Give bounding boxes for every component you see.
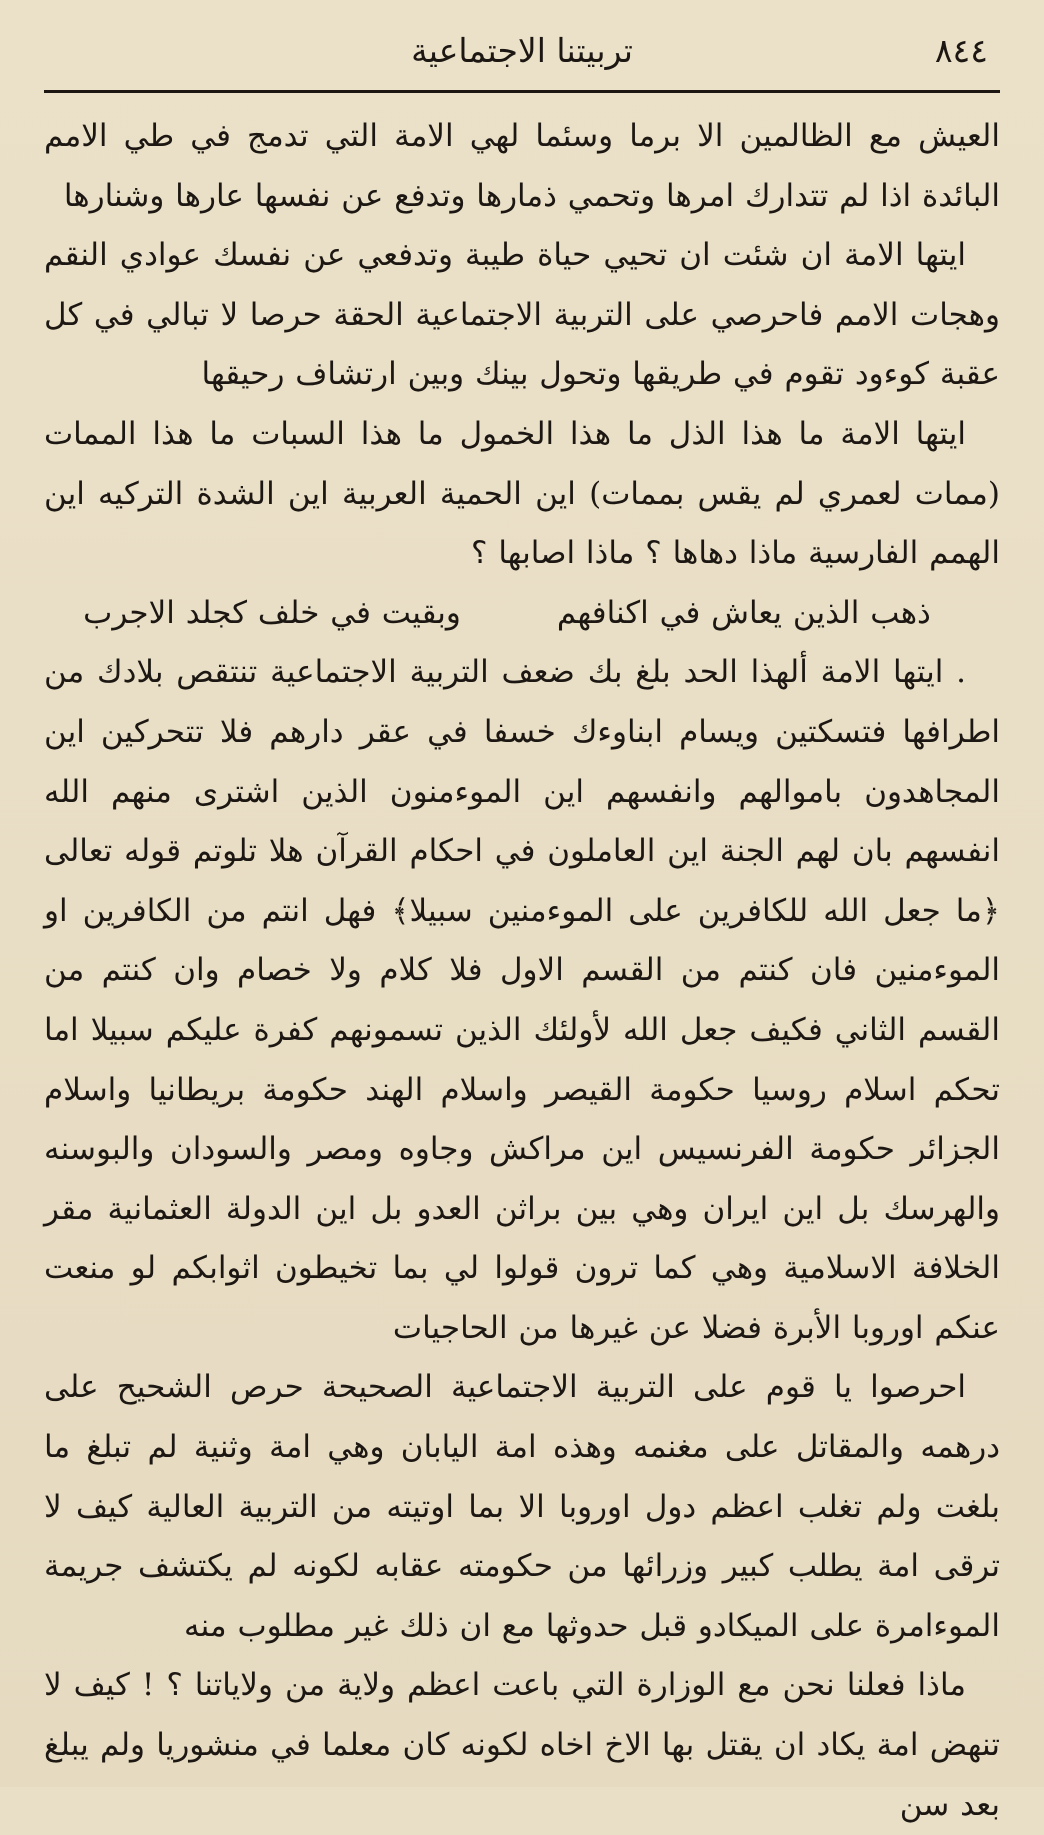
paragraph-4: . ايتها الامة ألهذا الحد بلغ بك ضعف التربية الاجتماعية تنتقص بلادك من اطرافها فتسكتين ويسام ابناوءك خسفا في عقر دارهم فلا تتحركين اين المجاهدون باموالهم وانفسهم اين الموءمنون الذين اشترى منهم الله انفسهم بان لهم الجنة اين العاملون في احكام القرآن هلا تلوتم قوله تعالى ﴿ما جعل الله للكافرين على الموءمنين سبيلا﴾ فهل انتم من الكافرين او الموءمنين فان كنتم من القسم الاول فلا كلام ولا خصام وان كنتم من القسم الثاني فكيف جعل الله لأولئك الذين تسمونهم كفرة عليكم سبيلا اما تحكم اسلام روسيا حكومة القيصر واسلام الهند حكومة بريطانيا واسلام الجزائر حكومة الفرنسيس اين مراكش وجاوه ومصر والسودان والبوسنه والهرسك بل اين ايران وهي بين براثن العدو بل اين الدولة العثمانية مقر الخلافة الاسلامية وهي كما ترون قولوا لي بما تخيطون اثوابكم لو منعت عنكم اوروبا الأبرة فضلا عن غيرها من الحاجيات	[44, 654, 1000, 1346]
body-text	[44, 107, 1000, 1835]
paragraph-1: العيش مع الظالمين الا برما وسئما لهي الامة التي تدمج في طي الامم البائدة اذا لم تتدارك امرها وتحمي ذمارها وتدفع عن نفسها عارها وشنارها	[44, 118, 1000, 214]
paragraph-3: ايتها الامة ما هذا الذل ما هذا الخمول ما هذا السبات ما هذا الممات (ممات لعمري لم يقس بممات) اين الحمية العربية اين الشدة التركيه اين الهمم الفارسية ماذا دهاها ؟ ماذا اصابها ؟	[44, 415, 1000, 572]
running-head	[44, 28, 1000, 74]
paragraph-5: احرصوا يا قوم على التربية الاجتماعية الصحيحة حرص الشحيح على درهمه والمقاتل على مغنمه وهذه امة اليابان وهي امة وثنية لم تبلغ ما بلغت ولم تغلب اعظم دول اوروبا الا بما اوتيته من التربية العالية كيف لا ترقى امة يطلب كبير وزرائها من حكومته عقابه لكونه لم يكتشف جريمة الموءامرة على الميكادو قبل حدوثها مع ان ذلك غير مطلوب منه	[44, 1369, 1000, 1644]
verse-first-hemistich: ذهب الذين يعاش في اكنافهم	[556, 594, 931, 631]
page-number: ٨٤٤	[934, 31, 988, 70]
running-title: تربيتنا الاجتماعية	[411, 31, 633, 70]
verse-second-hemistich: وبقيت في خلف كجلد الاجرب	[83, 594, 461, 631]
paragraph-2: ايتها الامة ان شئت ان تحيي حياة طيبة وتدفعي عن نفسك عوادي النقم وهجات الامم فاحرصي على التربية الاجتماعية الحقة حرصا لا تبالي في كل عقبة كوءود تقوم في طريقها وتحول بينك وبين ارتشاف رحيقها	[44, 237, 1000, 393]
paragraph-6: ماذا فعلنا نحن مع الوزارة التي باعت اعظم ولاية من ولاياتنا ؟ ! كيف لا تنهض امة يكاد ان يقتل بها الاخ اخاه لكونه كان معلما في منشوريا ولم يبلغ بعد سن	[44, 1667, 1000, 1823]
poetry-verse	[44, 584, 1000, 644]
header-rule	[44, 90, 1000, 93]
